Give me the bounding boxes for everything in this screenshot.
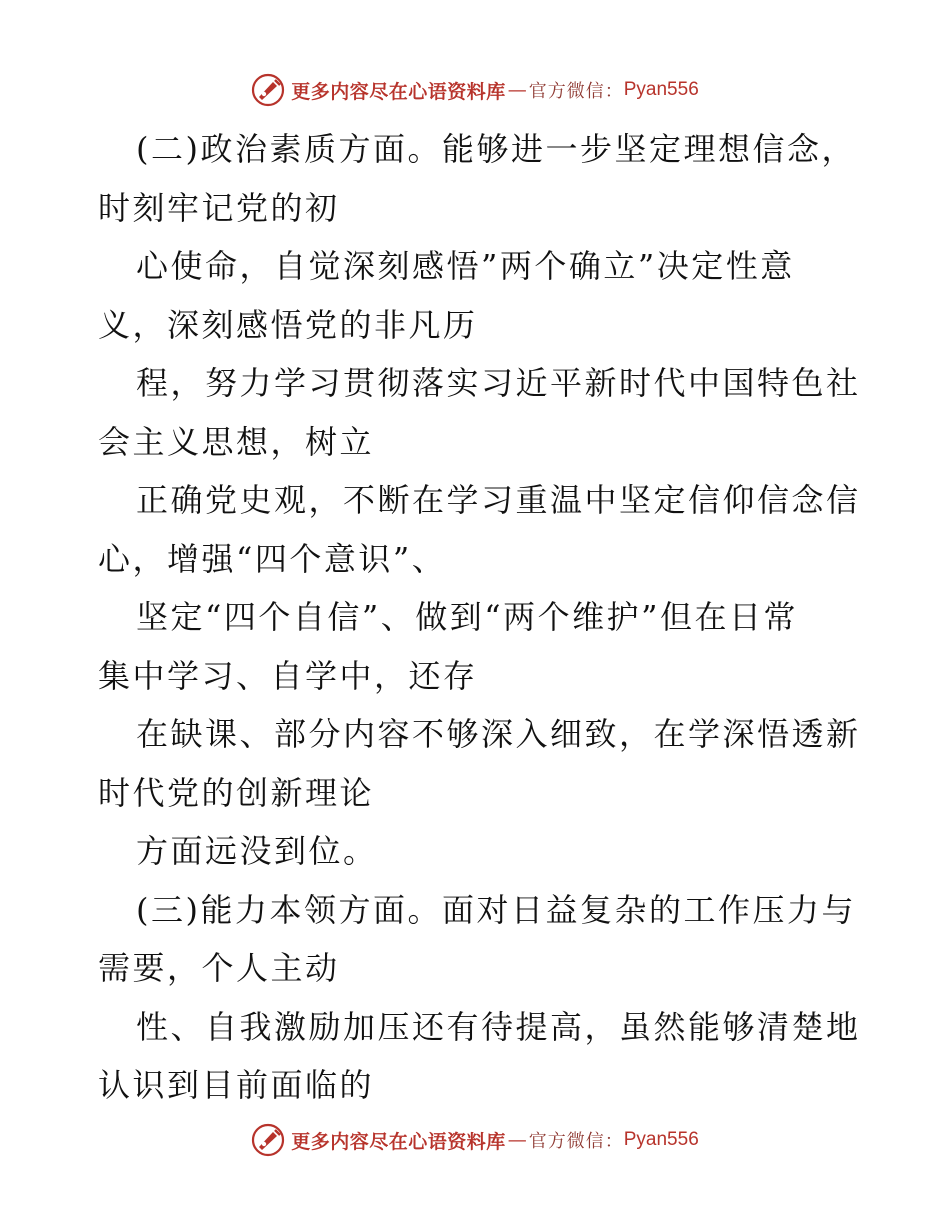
watermark-main-text: 更多内容尽在心语资料库 (291, 1130, 506, 1153)
watermark-dash: — (507, 79, 527, 101)
pen-nib-logo-icon (251, 73, 285, 107)
text-line: 在缺课、部分内容不够深入细致，在学深悟透新 (136, 715, 861, 753)
text-line: 心使命，自觉深刻感悟”两个确立”决定性意 (136, 247, 795, 285)
text-line: 认识到目前面临的 (98, 1066, 375, 1104)
text-line: 需要，个人主动 (98, 949, 340, 987)
text-line: 集中学习、自学中，还存 (98, 656, 478, 695)
text-line: 义，深刻感悟党的非凡历 (98, 305, 478, 344)
document-body (98, 120, 861, 1115)
text-line: 正确党史观，不断在学习重温中坚定信仰信念信 (136, 481, 861, 519)
pen-nib-logo-icon (251, 1123, 285, 1157)
watermark-dash: — (507, 1129, 527, 1151)
watermark-wechat-id: Pyan556 (623, 1129, 699, 1150)
watermark-wechat-label: 官方微信： (528, 1131, 624, 1152)
watermark-wechat-label: 官方微信： (528, 81, 624, 102)
text-line: (二)政治素质方面。能够进一步坚定理想信念， (136, 130, 856, 168)
text-line: 程，努力学习贯彻落实习近平新时代中国特色社 (136, 364, 861, 402)
text-line: (三)能力本领方面。面对日益复杂的工作压力与 (136, 890, 856, 929)
text-line: 时刻牢记党的初 (98, 188, 340, 227)
text-line: 时代党的创新理论 (98, 773, 375, 812)
watermark-wechat-id: Pyan556 (623, 79, 699, 100)
footer-watermark (0, 1120, 950, 1160)
text-line: 性、自我激励加压还有待提高，虽然能够清楚地 (136, 1007, 861, 1046)
text-line: 会主义思想，树立 (98, 422, 375, 461)
text-line: 方面远没到位。 (136, 832, 378, 870)
watermark-main-text: 更多内容尽在心语资料库 (291, 80, 506, 103)
text-line: 坚定“四个自信”、做到“两个维护”但在日常 (136, 598, 798, 636)
header-watermark (0, 70, 950, 110)
text-line: 心，增强“四个意识”、 (98, 539, 447, 578)
